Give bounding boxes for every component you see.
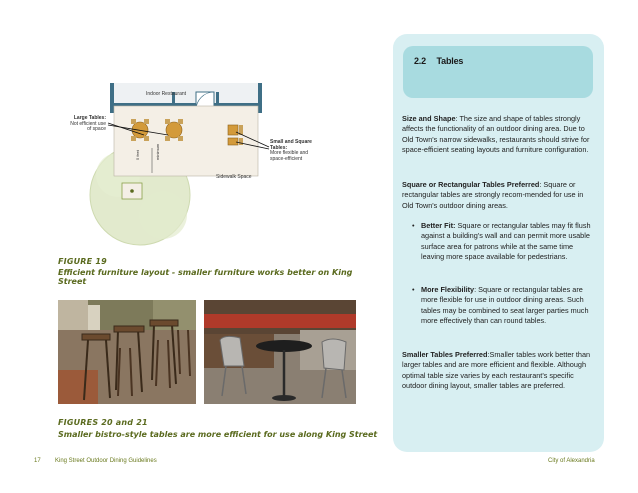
bistro-tables-photo-1 xyxy=(58,300,196,404)
figures-20-21-title: FIGURES 20 and 21 xyxy=(58,418,148,427)
clearance-label: 5 feet xyxy=(135,149,140,160)
better-fit-heading: Better Fit: xyxy=(421,221,456,230)
small-tables-note xyxy=(270,140,315,162)
large-tables-desc: Not efficient use of space xyxy=(70,120,106,132)
paragraph-smaller-tables xyxy=(402,350,594,392)
large-tables-note xyxy=(66,116,106,133)
indoor-restaurant xyxy=(112,83,262,105)
small-square-table xyxy=(228,125,238,135)
bistro-tables-photo-2 xyxy=(204,300,356,404)
size-shape-heading: Size and Shape xyxy=(402,114,456,123)
document-title: King Street Outdoor Dining Guidelines xyxy=(55,458,157,464)
figure-19-caption: Efficient furniture layout - smaller furniture works better on King Street xyxy=(58,268,353,286)
bullet-marker: • xyxy=(412,221,415,230)
section-title xyxy=(414,56,463,66)
better-fit-text: Square or rectangular tables may fit flush against a building's wall and can permit more usable surface area for patrons while at the same time leaving more space available for pedestrians. xyxy=(421,221,591,262)
small-tables-desc: More flexible and space-efficient xyxy=(270,150,309,162)
furniture-layout-diagram xyxy=(68,80,312,250)
city-name: City of Alexandria xyxy=(548,458,595,464)
more-flexibility-text: : Square or rectangular tables are more flexible for use in outdoor dining areas. Such tables may be combined to seat larger parties much more effectively than can round tables. xyxy=(421,285,589,326)
indoor-restaurant-label: Indoor Restaurant xyxy=(146,91,187,97)
paragraph-square-tables xyxy=(402,180,594,211)
list-item-better-fit xyxy=(412,221,594,281)
figure-19-title: FIGURE 19 xyxy=(58,257,107,266)
page-number: 17 xyxy=(34,458,41,464)
section-header-box xyxy=(403,46,593,98)
large-tables-title: Large Tables: xyxy=(73,115,106,121)
sidewalk-label: Sidewalk Space xyxy=(216,174,252,180)
section-number: 2.2 xyxy=(414,56,426,66)
size-shape-text: : The size and shape of tables strongly affects the functionality of an outdoor dining area. Due to Old Town's narrow sidewalks, restaurants should strive for space-efficient seating layouts and furniture configuration. xyxy=(402,114,590,155)
list-item-more-flexibility xyxy=(412,285,594,345)
square-tables-text: : Square or rectangular tables are strongly recom-mended for use in Old Town's outdoor dining areas. xyxy=(402,180,584,210)
diagram-drawing xyxy=(68,80,290,250)
square-tables-heading: Square or Rectangular Tables Preferred xyxy=(402,180,540,189)
small-square-table xyxy=(228,138,238,145)
paragraph-size-and-shape xyxy=(402,114,594,156)
smaller-tables-heading: Smaller Tables Preferred xyxy=(402,350,488,359)
section-heading: Tables xyxy=(436,56,464,66)
smaller-tables-text: :Smaller tables work better than larger tables and are more efficient and flexible. Although optimal table size varies by each restaurant's specific outdoor dining layout, smaller tables are preferred. xyxy=(402,350,591,391)
more-flexibility-heading: More Flexibility xyxy=(421,285,475,294)
clearance-label-2: minimum xyxy=(155,143,160,160)
figures-20-21-caption: Smaller bistro-style tables are more efficient for use along King Street xyxy=(58,430,378,439)
bullet-marker: • xyxy=(412,285,415,294)
small-tables-title: Small and Square Tables: xyxy=(270,139,312,151)
large-round-table xyxy=(166,122,182,138)
